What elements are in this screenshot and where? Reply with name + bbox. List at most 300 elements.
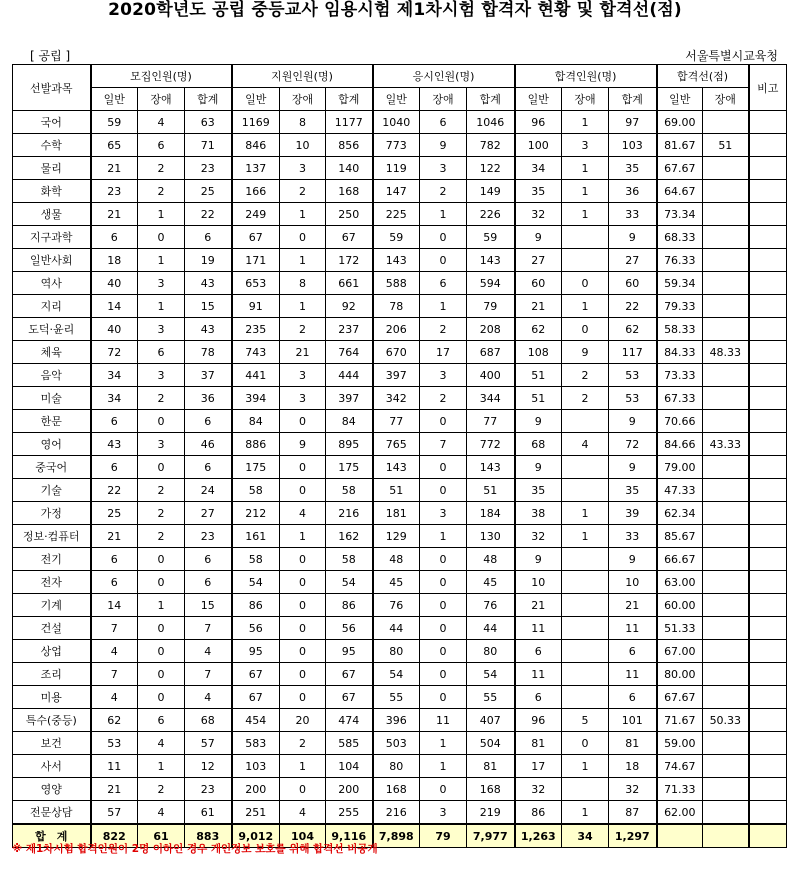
table-cell: 70.66 (657, 410, 703, 433)
table-cell (703, 111, 749, 134)
table-cell: 168 (373, 778, 420, 801)
table-cell: 394 (232, 387, 280, 410)
table-cell: 2 (138, 479, 185, 502)
table-cell: 250 (326, 203, 373, 226)
table-cell (562, 571, 609, 594)
table-cell: 886 (232, 433, 280, 456)
total-cell (657, 824, 703, 848)
table-cell: 4 (280, 502, 326, 525)
total-cell: 34 (562, 824, 609, 848)
table-cell: 36 (185, 387, 232, 410)
table-cell: 171 (232, 249, 280, 272)
header-recruit-general: 일반 (91, 88, 138, 111)
table-cell: 0 (280, 479, 326, 502)
table-cell: 143 (467, 456, 515, 479)
table-cell: 35 (609, 479, 657, 502)
table-cell: 54 (232, 571, 280, 594)
table-cell: 444 (326, 364, 373, 387)
table-cell: 2 (138, 180, 185, 203)
table-cell: 14 (91, 295, 138, 318)
table-row (13, 640, 787, 663)
table-cell: 2 (280, 732, 326, 755)
table-cell: 166 (232, 180, 280, 203)
header-cutoff-disabled: 장애 (703, 88, 749, 111)
table-cell: 0 (138, 548, 185, 571)
table-cell (562, 686, 609, 709)
table-cell: 117 (609, 341, 657, 364)
table-cell: 14 (91, 594, 138, 617)
table-row (13, 111, 787, 134)
table-cell: 21 (609, 594, 657, 617)
table-cell: 76.33 (657, 249, 703, 272)
header-recruit: 모집인원(명) (91, 65, 232, 88)
table-cell: 1 (138, 203, 185, 226)
table-row (13, 709, 787, 732)
table-cell (562, 617, 609, 640)
table-cell: 8 (280, 111, 326, 134)
table-cell: 1 (562, 203, 609, 226)
table-cell: 206 (373, 318, 420, 341)
table-cell: 67 (232, 663, 280, 686)
table-cell: 17 (515, 755, 562, 778)
table-cell: 가정 (13, 502, 91, 525)
total-cell: 1,263 (515, 824, 562, 848)
table-cell: 62.00 (657, 801, 703, 825)
table-cell: 21 (91, 203, 138, 226)
table-cell: 45 (373, 571, 420, 594)
table-cell: 0 (138, 571, 185, 594)
table-cell: 21 (515, 594, 562, 617)
header-subject: 선발과목 (13, 65, 91, 111)
table-cell: 687 (467, 341, 515, 364)
table-cell: 21 (515, 295, 562, 318)
table-cell: 175 (232, 456, 280, 479)
table-row (13, 157, 787, 180)
table-cell: 10 (515, 571, 562, 594)
table-cell: 4 (185, 640, 232, 663)
table-cell: 20 (280, 709, 326, 732)
table-cell: 9 (609, 226, 657, 249)
total-cell: 7,977 (467, 824, 515, 848)
table-cell: 1 (420, 525, 467, 548)
table-cell: 396 (373, 709, 420, 732)
table-cell: 18 (609, 755, 657, 778)
total-cell: 883 (185, 824, 232, 848)
table-cell: 10 (280, 134, 326, 157)
table-cell: 지구과학 (13, 226, 91, 249)
table-cell: 21 (91, 157, 138, 180)
remark-cell (749, 709, 787, 732)
table-cell: 76 (467, 594, 515, 617)
table-cell: 2 (280, 180, 326, 203)
table-cell: 773 (373, 134, 420, 157)
table-cell: 32 (609, 778, 657, 801)
total-cell (749, 824, 787, 848)
table-cell: 0 (420, 617, 467, 640)
remark-cell (749, 617, 787, 640)
table-cell: 32 (515, 778, 562, 801)
remark-cell (749, 157, 787, 180)
table-cell (703, 456, 749, 479)
table-cell: 216 (326, 502, 373, 525)
table-cell: 51 (515, 364, 562, 387)
table-cell: 0 (280, 778, 326, 801)
table-row (13, 226, 787, 249)
table-cell: 7 (91, 663, 138, 686)
table-cell: 50.33 (703, 709, 749, 732)
table-cell: 47.33 (657, 479, 703, 502)
table-cell: 67.00 (657, 640, 703, 663)
table-cell: 22 (609, 295, 657, 318)
table-cell: 1 (138, 755, 185, 778)
table-cell: 36 (609, 180, 657, 203)
table-cell: 6 (91, 456, 138, 479)
table-cell: 53 (91, 732, 138, 755)
table-cell: 국어 (13, 111, 91, 134)
table-cell (703, 502, 749, 525)
table-cell: 3 (280, 157, 326, 180)
table-cell: 81 (609, 732, 657, 755)
table-cell: 6 (185, 226, 232, 249)
table-cell: 62 (515, 318, 562, 341)
table-cell: 184 (467, 502, 515, 525)
table-cell: 255 (326, 801, 373, 825)
table-cell: 168 (467, 778, 515, 801)
table-row (13, 387, 787, 410)
table-cell (562, 548, 609, 571)
table-cell: 미술 (13, 387, 91, 410)
table-cell: 0 (138, 456, 185, 479)
table-cell: 0 (280, 594, 326, 617)
table-cell: 27 (515, 249, 562, 272)
remark-cell (749, 203, 787, 226)
table-cell: 7 (91, 617, 138, 640)
table-cell: 특수(중등) (13, 709, 91, 732)
table-cell: 147 (373, 180, 420, 203)
table-cell: 40 (91, 318, 138, 341)
table-cell: 594 (467, 272, 515, 295)
table-cell: 226 (467, 203, 515, 226)
table-cell: 43 (91, 433, 138, 456)
table-cell: 2 (138, 525, 185, 548)
table-cell: 9 (420, 134, 467, 157)
table-cell: 0 (138, 640, 185, 663)
table-cell: 67.67 (657, 686, 703, 709)
total-cell (703, 824, 749, 848)
table-cell: 71.67 (657, 709, 703, 732)
table-cell: 67 (326, 226, 373, 249)
remark-cell (749, 640, 787, 663)
table-cell: 73.33 (657, 364, 703, 387)
table-cell: 25 (91, 502, 138, 525)
table-cell (703, 180, 749, 203)
table-cell: 67 (232, 226, 280, 249)
table-cell: 342 (373, 387, 420, 410)
table-body (13, 111, 787, 825)
table-cell: 86 (515, 801, 562, 825)
table-cell: 0 (562, 732, 609, 755)
table-cell: 407 (467, 709, 515, 732)
table-cell (703, 778, 749, 801)
table-cell: 0 (420, 663, 467, 686)
remark-cell (749, 755, 787, 778)
table-cell: 9 (515, 456, 562, 479)
table-cell: 4 (185, 686, 232, 709)
table-cell: 58 (232, 548, 280, 571)
table-cell: 64.67 (657, 180, 703, 203)
header-apply-disabled: 장애 (280, 88, 326, 111)
table-cell (703, 640, 749, 663)
table-cell: 27 (185, 502, 232, 525)
header-apply-sum: 합계 (326, 88, 373, 111)
table-cell: 4 (280, 801, 326, 825)
table-cell: 미용 (13, 686, 91, 709)
table-cell: 225 (373, 203, 420, 226)
remark-cell (749, 410, 787, 433)
table-cell: 43.33 (703, 433, 749, 456)
table-cell: 11 (515, 663, 562, 686)
remark-cell (749, 111, 787, 134)
table-cell: 62.34 (657, 502, 703, 525)
table-cell: 86 (326, 594, 373, 617)
table-row (13, 571, 787, 594)
table-cell: 일반사회 (13, 249, 91, 272)
table-cell: 화학 (13, 180, 91, 203)
table-cell: 200 (232, 778, 280, 801)
table-cell: 1 (138, 295, 185, 318)
table-cell: 역사 (13, 272, 91, 295)
total-cell: 1,297 (609, 824, 657, 848)
table-cell: 62 (91, 709, 138, 732)
table-row (13, 525, 787, 548)
table-row (13, 180, 787, 203)
table-cell: 4 (138, 111, 185, 134)
table-cell: 9 (609, 456, 657, 479)
table-cell: 51 (515, 387, 562, 410)
table-cell: 35 (515, 180, 562, 203)
table-cell: 0 (420, 479, 467, 502)
table-cell: 19 (185, 249, 232, 272)
table-cell: 95 (232, 640, 280, 663)
table-cell: 44 (467, 617, 515, 640)
table-cell: 0 (138, 686, 185, 709)
total-label: 합 계 (13, 824, 91, 848)
table-cell: 3 (138, 318, 185, 341)
total-cell: 61 (138, 824, 185, 848)
remark-cell (749, 525, 787, 548)
table-cell: 137 (232, 157, 280, 180)
table-cell: 6 (185, 410, 232, 433)
table-cell (703, 157, 749, 180)
table-cell: 0 (420, 686, 467, 709)
table-cell: 56 (326, 617, 373, 640)
table-cell: 149 (467, 180, 515, 203)
table-cell: 11 (91, 755, 138, 778)
table-cell: 2 (562, 364, 609, 387)
table-cell: 43 (185, 318, 232, 341)
table-cell: 397 (326, 387, 373, 410)
table-cell: 0 (420, 456, 467, 479)
table-cell: 65 (91, 134, 138, 157)
table-cell: 53 (609, 387, 657, 410)
header-cutoff: 합격선(점) (657, 65, 749, 88)
table-cell: 1 (280, 525, 326, 548)
table-cell: 122 (467, 157, 515, 180)
table-cell: 588 (373, 272, 420, 295)
table-cell: 15 (185, 295, 232, 318)
table-cell: 6 (515, 640, 562, 663)
table-cell: 60.00 (657, 594, 703, 617)
table-cell: 2 (420, 318, 467, 341)
table-cell: 27 (609, 249, 657, 272)
remark-cell (749, 778, 787, 801)
table-cell: 856 (326, 134, 373, 157)
table-cell (562, 456, 609, 479)
table-cell: 5 (562, 709, 609, 732)
header-remark: 비고 (749, 65, 787, 111)
table-cell: 중국어 (13, 456, 91, 479)
table-cell: 3 (280, 364, 326, 387)
table-cell (703, 732, 749, 755)
table-cell: 1 (420, 732, 467, 755)
table-cell: 129 (373, 525, 420, 548)
remark-cell (749, 456, 787, 479)
table-row (13, 594, 787, 617)
remark-cell (749, 686, 787, 709)
table-cell: 체육 (13, 341, 91, 364)
table-cell: 772 (467, 433, 515, 456)
category-tag: [ 공립 ] (30, 49, 71, 63)
table-row (13, 341, 787, 364)
table-cell: 6 (138, 709, 185, 732)
table-cell: 3 (138, 364, 185, 387)
table-cell: 344 (467, 387, 515, 410)
table-cell: 1 (280, 295, 326, 318)
table-cell: 11 (609, 663, 657, 686)
table-cell: 61 (185, 801, 232, 825)
table-cell: 11 (420, 709, 467, 732)
remark-cell (749, 571, 787, 594)
total-cell: 79 (420, 824, 467, 848)
table-cell: 0 (280, 617, 326, 640)
table-cell: 80 (373, 755, 420, 778)
table-cell (703, 755, 749, 778)
table-cell: 6 (420, 272, 467, 295)
table-row (13, 548, 787, 571)
table-cell: 74.67 (657, 755, 703, 778)
table-cell: 0 (562, 318, 609, 341)
table-cell: 34 (91, 387, 138, 410)
table-cell: 0 (280, 548, 326, 571)
table-cell: 18 (91, 249, 138, 272)
table-cell: 108 (515, 341, 562, 364)
table-cell: 도덕·윤리 (13, 318, 91, 341)
table-cell: 54 (467, 663, 515, 686)
table-cell: 9 (515, 548, 562, 571)
header-pass: 합격인원(명) (515, 65, 657, 88)
remark-cell (749, 226, 787, 249)
table-cell: 3 (420, 801, 467, 825)
table-cell: 1046 (467, 111, 515, 134)
table-cell: 21 (91, 778, 138, 801)
table-cell: 96 (515, 111, 562, 134)
table-cell: 전기 (13, 548, 91, 571)
table-cell: 58 (326, 479, 373, 502)
table-cell: 1 (562, 157, 609, 180)
table-cell: 보건 (13, 732, 91, 755)
table-cell: 48 (467, 548, 515, 571)
table-cell: 95 (326, 640, 373, 663)
table-row (13, 456, 787, 479)
table-cell: 143 (373, 249, 420, 272)
total-cell: 9,012 (232, 824, 280, 848)
table-cell: 건설 (13, 617, 91, 640)
table-row (13, 801, 787, 825)
total-cell: 822 (91, 824, 138, 848)
table-cell (703, 617, 749, 640)
table-row (13, 364, 787, 387)
table-cell: 9 (609, 548, 657, 571)
table-cell: 1 (138, 249, 185, 272)
table-cell: 140 (326, 157, 373, 180)
table-cell: 846 (232, 134, 280, 157)
table-row (13, 410, 787, 433)
table-cell: 32 (515, 525, 562, 548)
table-cell: 9 (515, 226, 562, 249)
table-cell (703, 226, 749, 249)
table-cell: 0 (420, 548, 467, 571)
table-cell: 물리 (13, 157, 91, 180)
table-cell: 12 (185, 755, 232, 778)
table-cell: 1 (562, 111, 609, 134)
table-cell: 1 (562, 525, 609, 548)
table-cell: 23 (185, 778, 232, 801)
table-cell: 585 (326, 732, 373, 755)
table-cell: 54 (326, 571, 373, 594)
table-cell: 583 (232, 732, 280, 755)
table-cell: 764 (326, 341, 373, 364)
table-cell: 765 (373, 433, 420, 456)
table-cell: 3 (280, 387, 326, 410)
table-cell: 474 (326, 709, 373, 732)
table-cell: 2 (420, 387, 467, 410)
table-cell: 84 (232, 410, 280, 433)
table-cell (703, 203, 749, 226)
remark-cell (749, 548, 787, 571)
table-cell: 72 (91, 341, 138, 364)
table-cell: 143 (467, 249, 515, 272)
table-cell: 55 (373, 686, 420, 709)
table-row (13, 318, 787, 341)
table-cell: 1 (138, 594, 185, 617)
table-cell: 기계 (13, 594, 91, 617)
table-cell: 4 (138, 732, 185, 755)
table-cell (562, 249, 609, 272)
table-cell: 38 (515, 502, 562, 525)
table-cell: 6 (609, 686, 657, 709)
table-cell (703, 249, 749, 272)
table-cell: 34 (91, 364, 138, 387)
table-cell: 237 (326, 318, 373, 341)
table-row (13, 502, 787, 525)
table-cell: 영어 (13, 433, 91, 456)
table-cell: 67.33 (657, 387, 703, 410)
table-cell: 0 (138, 617, 185, 640)
table-cell: 6 (91, 548, 138, 571)
remark-cell (749, 663, 787, 686)
table-cell: 7 (185, 663, 232, 686)
table-cell: 212 (232, 502, 280, 525)
